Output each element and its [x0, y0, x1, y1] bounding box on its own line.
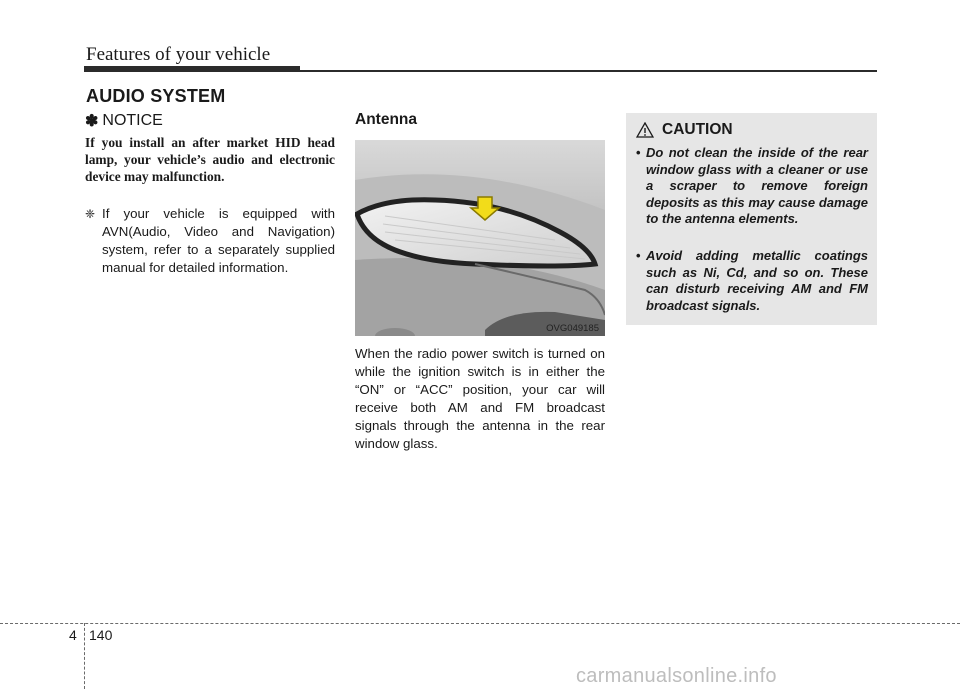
footer-rule — [0, 623, 960, 624]
caution-item-text: Avoid adding metallic coatings such as Ni, Cd, and so on. These can disturb receiving AM and FM broadcast signals. — [646, 248, 868, 313]
arrow-icon — [355, 140, 605, 336]
caution-heading — [636, 121, 733, 139]
notice-bullet-icon: ❈ — [85, 207, 96, 221]
bullet-dot-icon: • — [636, 248, 641, 263]
notice-bullet — [85, 205, 335, 277]
notice-heading-label: NOTICE — [102, 112, 163, 129]
watermark: carmanualsonline.info — [576, 665, 777, 687]
notice-star-icon: ✽ — [85, 113, 99, 130]
header-title: Features of your vehicle — [86, 44, 271, 65]
notice-heading — [85, 111, 163, 131]
page-number: 140 — [89, 627, 113, 643]
antenna-heading: Antenna — [355, 111, 417, 128]
caution-item — [636, 248, 868, 314]
antenna-figure — [355, 140, 605, 336]
notice-serif-text: If you install an after market HID head lamp, your vehicle’s audio and electronic device may malfunction. — [85, 135, 335, 184]
footer-vertical-rule — [84, 623, 85, 689]
caution-heading-label: CAUTION — [662, 121, 733, 138]
bullet-dot-icon: • — [636, 145, 641, 160]
header-rule-thick — [84, 66, 300, 72]
antenna-body: When the radio power switch is turned on while the ignition switch is in either the “ON” or “ACC” position, your car will receive both AM and FM broadcast signals through the antenna in the rear window glass. — [355, 346, 605, 451]
section-title: AUDIO SYSTEM — [86, 86, 226, 106]
caution-item — [636, 145, 868, 228]
notice-bullet-text: If your vehicle is equipped with AVN(Audio, Video and Navigation) system, refer to a separately supplied manual for detailed information. — [102, 206, 335, 275]
caution-item-text: Do not clean the inside of the rear window glass with a cleaner or use a scraper to remove foreign deposits as this may cause damage to the antenna elements. — [646, 145, 868, 226]
warning-triangle-icon — [636, 122, 654, 138]
header-rule-thin — [300, 70, 877, 72]
chapter-number: 4 — [69, 627, 77, 643]
caution-box — [626, 113, 877, 325]
figure-code: OVG049185 — [546, 323, 599, 334]
